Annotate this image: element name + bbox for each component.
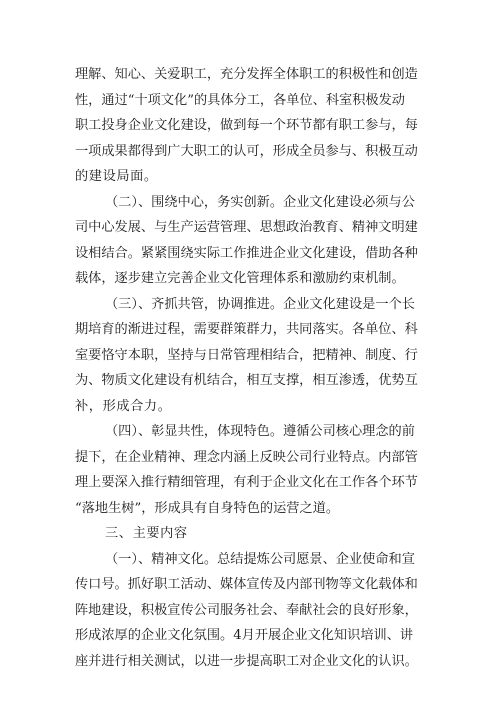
text-line: 座并进行相关测试，以进一步提高职工对企业文化的认识。 (75, 653, 418, 669)
text-line: 为、物质文化建设有机结合，相互支撑，相互渗透，优势互 (75, 373, 418, 388)
text-line: 传口号。抓好职工活动、媒体宣传及内部刊物等文化载体和 (75, 577, 418, 592)
document-body (75, 62, 435, 674)
text-line: 司中心发展、与生产运营管理、思想政治教育、精神文明建 (75, 220, 418, 235)
text-line: “落地生树”，形成具有自身特色的运营之道。 (75, 500, 340, 516)
text-line: 阵地建设，积极宣传公司服务社会、奉献社会的良好形象， (75, 602, 418, 618)
text-line: 的建设局面。 (75, 169, 158, 184)
text-line: 设相结合。紧紧围绕实际工作推进企业文化建设，借助各种 (75, 245, 418, 261)
text-line: 理上要深入推行精细管理，有利于企业文化在工作各个环节 (75, 475, 418, 490)
text-line: 提下，在企业精神、理念内涵上反映公司行业特点。内部管 (75, 449, 418, 465)
text-line: 载体，逐步建立完善企业文化管理体系和激励约束机制。 (75, 271, 405, 286)
paragraph-first-line: （一）、精神文化。总结提炼公司愿景、企业使命和宣 (105, 551, 415, 567)
text-line: 性，通过“十项文化”的具体分工，各单位、科室积极发动 (75, 92, 405, 108)
text-line: 补，形成合力。 (75, 398, 172, 414)
text-line: 理解、知心、关爱职工，充分发挥全体职工的积极性和创造 (75, 67, 418, 82)
text-line: 室要恪守本职，坚持与日常管理相结合，把精神、制度、行 (75, 347, 418, 363)
paragraph-first-line: （二）、围绕中心，务实创新。企业文化建设必须与公 (105, 194, 415, 210)
text-line: 职工投身企业文化建设，做到每一个环节都有职工参与，每 (75, 118, 418, 133)
text-line: 期培育的渐进过程，需要群策群力，共同落实。各单位、科 (75, 322, 418, 337)
text-line: 一项成果都得到广大职工的认可，形成全员参与、积极互动 (75, 143, 418, 159)
text-line: 形成浓厚的企业文化氛围。4月开展企业文化知识培训、讲 (75, 628, 414, 643)
paragraph-first-line: 三、主要内容 (105, 526, 188, 541)
paragraph-first-line: （四）、彰显共性，体现特色。遵循公司核心理念的前 (105, 424, 415, 439)
paragraph-first-line: （三）、齐抓共管，协调推进。企业文化建设是一个长 (105, 296, 415, 312)
